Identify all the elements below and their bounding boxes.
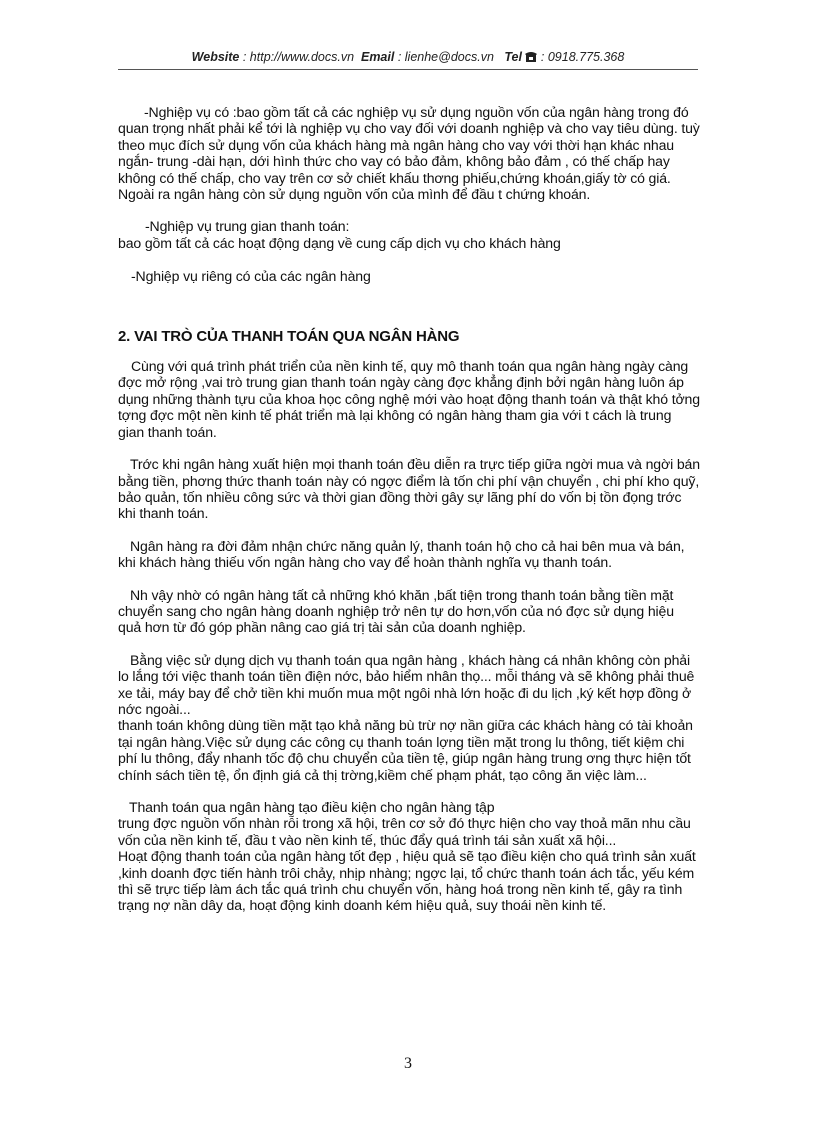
paragraph-specific-operations: -Nghiệp vụ riêng có của các ngân hàng	[131, 268, 371, 285]
phone-icon	[525, 51, 537, 65]
paragraph-intermediary-body: bao gồm tất cả các hoạt động dạng về cung cấp dịch vụ cho khách hàng	[118, 234, 561, 251]
paragraph-non-cash-payment: thanh toán không dùng tiền mặt tạo khả năng bù trừ nợ nần giữa các khách hàng có tài khoản tại ngân hàng.Việc sử dụng các công cụ thanh toán lợng tiền mặt trong lu thông, tiết kiệm chi phí lu thông, đẩy nhanh tốc độ chu chuyển của tiền tệ, giúp ngân hàng trung ơng thực hiện tốt chính sách tiền tệ, ổn định giá cả thị trờng,kiềm chế phạm phát, tạo công ăn việc làm...	[118, 717, 693, 783]
paragraph-intermediary-heading: -Nghiệp vụ trung gian thanh toán:	[145, 218, 350, 235]
tel-value: : 0918.775.368	[540, 50, 625, 64]
tel-label: Tel	[504, 50, 522, 64]
page-number: 3	[404, 1055, 412, 1072]
paragraph-cash-difficulties: Nh vậy nhờ có ngân hàng tất cả những khó khăn ,bất tiện trong thanh toán bằng tiền mặt chuyển sang cho ngân hàng doanh nghiệp trở nên tự do hơn,vốn của nó đợc sử dụng hiệu quả hơn từ đó góp phần nâng cao giá trị tài sản của doanh nghiệp.	[118, 586, 674, 636]
paragraph-capital-mobilization: trung đợc nguồn vốn nhàn rỗi trong xã hội, trên cơ sở đó thực hiện cho vay thoả mãn nhu cầu vốn của nền kinh tế, đầu t vào nền kinh tế, thúc đẩy quá trình tái sản xuất xã hội...	[118, 815, 691, 848]
email-label: Email	[360, 50, 395, 64]
paragraph-credit-operations: -Nghiệp vụ có :bao gồm tất cả các nghiệp vụ sử dụng nguồn vốn của ngân hàng trong đó quan trọng nhất phải kể tới là nghiệp vụ cho vay đối với doanh nghiệp và cho vay tiêu dùng. tuỳ theo mục đích sử dụng vốn của khách hàng mà ngân hàng cho vay với thời hạn khác nhau ngắn- trung -dài hạn, dới hình thức cho vay có bảo đảm, không bảo đảm , có thế chấp hay không có thế chấp, cho vay trên cơ sở chiết khấu thơng phiếu,chứng khoán,giấy tờ có giá. Ngoài ra ngân hàng còn sử dụng nguồn vốn của mình để đầu t chứng khoán.	[118, 104, 700, 203]
paragraph-capital-mobilization-first-line: Thanh toán qua ngân hàng tạo điều kiện cho ngân hàng tập	[129, 799, 495, 815]
paragraph-personal-benefits: Bằng việc sử dụng dịch vụ thanh toán qua ngân hàng , khách hàng cá nhân không còn phải lo lắng tới việc thanh toán tiền điện nớc, bảo hiểm nhân thọ... mỗi tháng và sẽ không phải thuê xe tải, máy bay để chở tiền khi muốn mua một ngôi nhà lớn hoặc đi du lịch ,ký kết hợp đồng ở nớc ngoài...	[118, 651, 695, 717]
section-heading: 2. VAI TRÒ CỦA THANH TOÁN QUA NGÂN HÀNG	[118, 327, 460, 345]
page-header	[0, 50, 816, 65]
email-value: : lienhe@docs.vn	[397, 50, 494, 64]
paragraph-payment-efficiency: Hoạt động thanh toán của ngân hàng tốt đẹp , hiệu quả sẽ tạo điều kiện cho quá trình sản xuất ,kinh doanh đợc tiến hành trôi chảy, nhịp nhàng; ngợc lại, tổ chức thanh toán ách tắc, yếu kém thì sẽ trực tiếp làm ách tắc quá trình chu chuyển vốn, hàng hoá trong nền kinh tế, gây ra tình trạng nợ nần dây da, hoạt động kinh doanh kém hiệu quả, suy thoái nền kinh tế.	[118, 848, 696, 914]
paragraph-before-banks: Trớc khi ngân hàng xuất hiện mọi thanh toán đều diễn ra trực tiếp giữa ngời mua và ngời bán bằng tiền, phơng thức thanh toán này có ngợc điểm là tốn chi phí vận chuyển , chi phí kho quỹ, bảo quản, tốn nhiều công sức và thời gian đồng thời gây sự lãng phí do vốn bị tồn đọng trớc khi thanh toán.	[118, 456, 700, 522]
paragraph-bank-function: Ngân hàng ra đời đảm nhận chức năng quản lý, thanh toán hộ cho cả hai bên mua và bán, khi khách hàng thiếu vốn ngân hàng cho vay để hoàn thành nghĩa vụ thanh toán.	[118, 537, 685, 571]
website-value: : http://www.docs.vn	[242, 50, 355, 64]
header-rule	[118, 69, 698, 70]
paragraph-role-intro: Cùng với quá trình phát triển của nền kinh tế, quy mô thanh toán qua ngân hàng ngày càng đợc mở rộng ,vai trò trung gian thanh toán ngày càng đợc khẳng định bởi ngân hàng luôn áp dụng những thành tựu của khoa học công nghệ mới vào hoạt động thanh toán và thật khó tởng tợng đợc một nền kinh tế phát triển mà lại không có ngân hàng tham gia với t cách là trung gian thanh toán.	[118, 358, 700, 440]
document-body	[118, 104, 700, 914]
website-label: Website	[191, 50, 240, 64]
